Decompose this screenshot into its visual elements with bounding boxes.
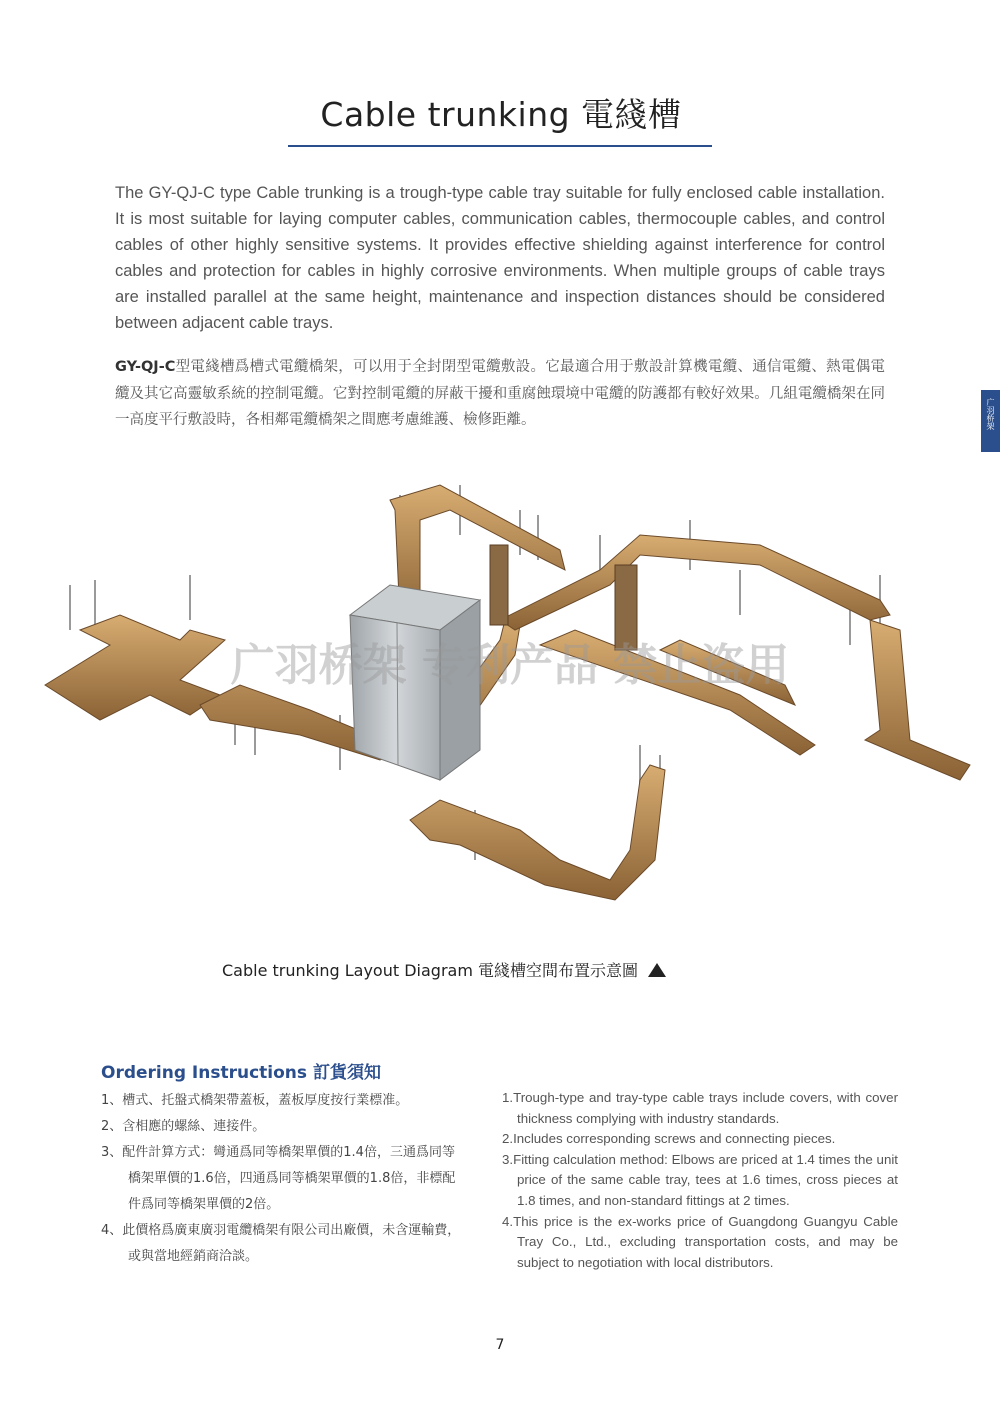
- ordering-heading: Ordering Instructions 訂貨須知: [101, 1063, 381, 1083]
- title-block: [290, 88, 712, 142]
- diagram-caption: [222, 958, 782, 981]
- caption-text: Cable trunking Layout Diagram 電綫槽空間布置示意圖: [222, 961, 638, 980]
- ordering-list-english: [502, 1088, 898, 1273]
- list-item: 4.This price is the ex-works price of Guangdong Guangyu Cable Tray Co., Ltd., excluding transportation costs, and may be subject to negotiation with local distributors.: [502, 1213, 898, 1270]
- list-item: 4、此價格爲廣東廣羽電纜橋架有限公司出廠價，未含運輸費，或與當地經銷商洽談。: [101, 1223, 461, 1264]
- layout-diagram: [40, 480, 980, 920]
- list-item: 1.Trough-type and tray-type cable trays include covers, with cover thickness complying with industry standards.: [502, 1090, 898, 1126]
- model-code: GY-QJ-C: [115, 359, 176, 375]
- list-item: 2.Includes corresponding screws and connecting pieces.: [502, 1131, 836, 1147]
- side-tab-label: 广羽桥架: [986, 398, 995, 430]
- title-underline: [288, 145, 712, 147]
- page-title: Cable trunking 電綫槽: [320, 95, 682, 134]
- page-number: 7: [495, 1337, 505, 1353]
- intro-english: The GY-QJ-C type Cable trunking is a trough-type cable tray suitable for fully enclosed cable installation. It is most suitable for laying computer cables, communication cables, thermocouple cables, and control cables of other highly sensitive systems. It provides effective shielding against interference for control cables and protection for cables in highly corrosive environments. When multiple groups of cable trays are installed parallel at the same height, maintenance and inspection distances should be considered between adjacent cable trays.: [115, 184, 885, 332]
- intro-chinese: [115, 354, 885, 434]
- list-item: 2、含相應的螺絲、連接件。: [101, 1119, 266, 1134]
- side-tab: [981, 390, 1000, 452]
- list-item: 3.Fitting calculation method: Elbows are priced at 1.4 times the unit price of the same cable tray, tees at 1.6 times, cross pieces at 1.8 times, and non-standard fittings at 2 times.: [502, 1151, 898, 1208]
- watermark: 广羽桥架 专利产品 禁止盗用: [230, 640, 790, 691]
- list-item: 1、槽式、托盤式橋架帶蓋板，蓋板厚度按行業標准。: [101, 1093, 409, 1108]
- ordering-list-chinese: [101, 1088, 466, 1270]
- intro-chinese-text: 型電綫槽爲槽式電纜橋架，可以用于全封閉型電纜敷設。它最適合用于敷設計算機電纜、通信電纜、熱電偶電纜及其它高靈敏系統的控制電纜。它對控制電纜的屏蔽干擾和重腐蝕環境中電纜的防護都有較好效果。几組電纜橋架在同一高度平行敷設時，各相鄰電纜橋架之間應考慮維護、檢修距離。: [115, 359, 885, 428]
- list-item: 3、配件計算方式：彎通爲同等橋架單價的1.4倍，三通爲同等橋架單價的1.6倍，四通爲同等橋架單價的1.8倍，非標配件爲同等橋架單價的2倍。: [101, 1145, 456, 1212]
- triangle-up-icon: [648, 963, 666, 977]
